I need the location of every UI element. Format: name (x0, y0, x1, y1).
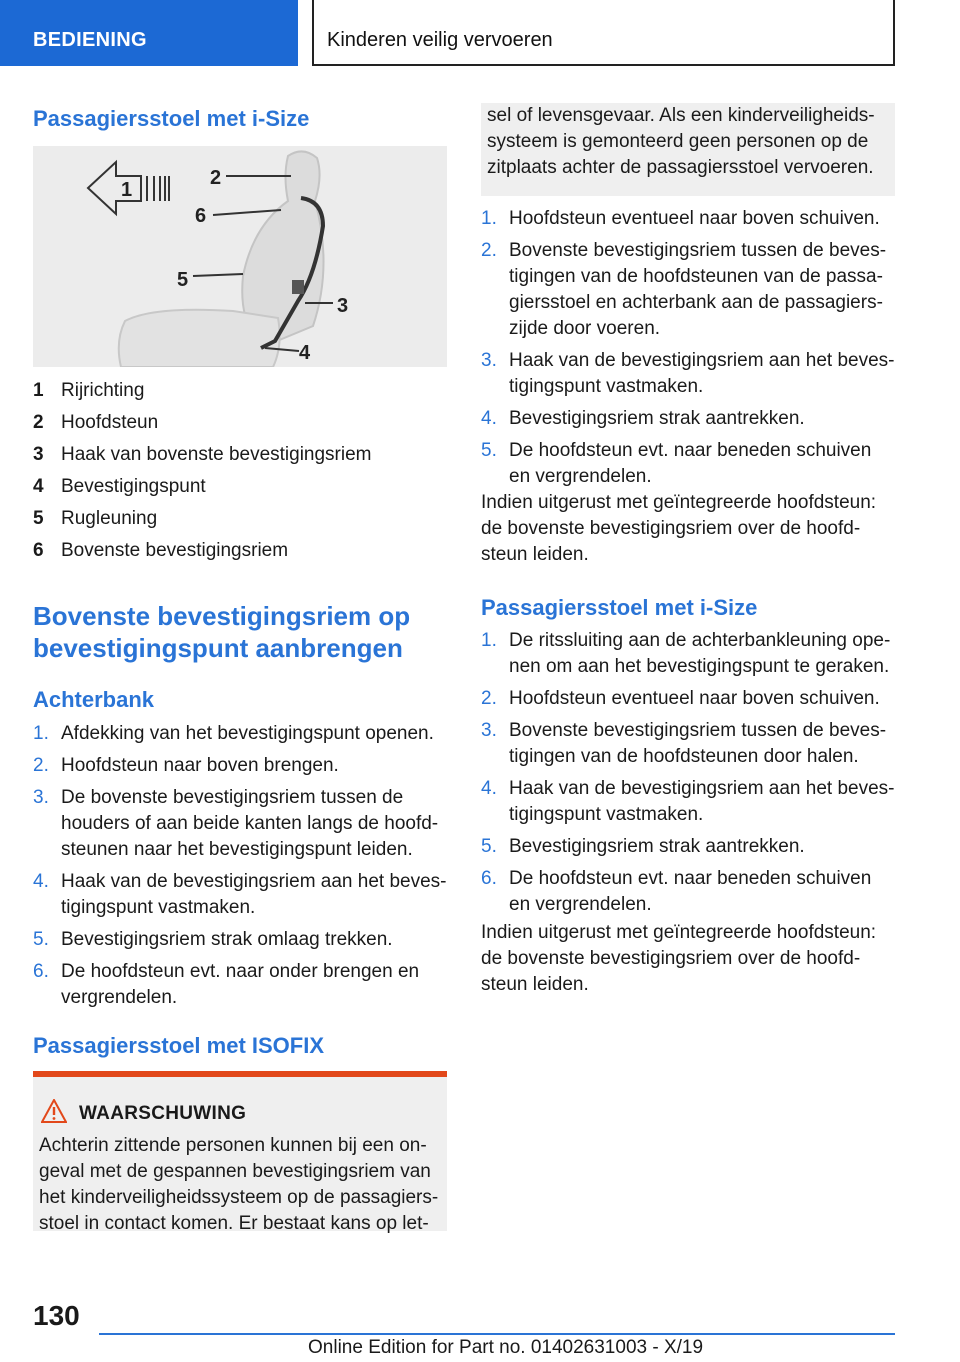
legend-item: 2 Hoofdsteun (33, 412, 159, 433)
list-item: 4. Haak van de bevestigingsriem aan het beves-tigingspunt vastmaken. (481, 778, 895, 825)
tether-hook (292, 280, 304, 294)
list-item: 5. Bevestigingsriem strak aantrekken. (481, 836, 805, 857)
footer-divider (99, 1333, 895, 1335)
list-item: 4. Bevestigingsriem strak aantrekken. (481, 408, 805, 429)
list-item: 3. De bovenste bevestigingsriem tussen de houders of aan beide kanten langs de hoofd-steunen naar het bevestigingspunt leiden. (33, 787, 439, 860)
legend-item: 6 Bovenste bevestigingsriem (33, 540, 289, 561)
steps-achterbank (33, 721, 447, 1017)
note-integrated-headrest: Indien uitgerust met geïntegreerde hoofdsteun: de bovenste bevestigingsriem over de hoofd-steun leiden. (481, 492, 877, 565)
topic-title: Kinderen veilig vervoeren (312, 0, 895, 66)
list-item: 6. De hoofdsteun evt. naar onder brengen en vergrendelen. (33, 961, 420, 1008)
list-item: 4. Haak van de bevestigingsriem aan het beves-tigingspunt vastmaken. (33, 871, 447, 918)
section-heading-isize: Passagiersstoel met i-Size (33, 106, 310, 131)
seat-illustration (33, 146, 447, 367)
callout-4: 4 (299, 342, 311, 364)
callout-3: 3 (337, 295, 349, 317)
callout-5: 5 (177, 269, 189, 291)
steps-isofix (481, 206, 895, 496)
legend-item: 5 Rugleuning (33, 508, 158, 529)
steps-isize (481, 628, 895, 924)
list-item: 1. Hoofdsteun eventueel naar boven schuiven. (481, 208, 880, 229)
seat-cushion (119, 310, 280, 367)
figure-legend (33, 378, 447, 570)
list-item: 2. Bovenste bevestigingsriem tussen de beves-tigingen van de hoofdsteunen van de passa-giersstoel en achterbank aan de passagiers-zijde door voeren. (481, 240, 887, 339)
page-header (0, 0, 960, 66)
section-heading-isize-2: Passagiersstoel met i-Size (481, 595, 758, 620)
section-tab: BEDIENING (0, 0, 298, 66)
list-item: 1. De ritssluiting aan de achterbankleuning ope-nen om aan het bevestigingspunt te geraken. (481, 630, 891, 677)
list-item: 1. Afdekking van het bevestigingspunt openen. (33, 723, 434, 744)
legend-item: 3 Haak van bovenste bevestigingsriem (33, 444, 372, 465)
edition-text: Online Edition for Part no. 01402631003 - X/19 (308, 1337, 704, 1358)
legend-item: 4 Bevestigingspunt (33, 476, 206, 497)
warning-title: WAARSCHUWING (79, 1103, 247, 1124)
list-item: 3. Bovenste bevestigingsriem tussen de beves-tigingen van de hoofdsteunen door halen. (481, 720, 887, 767)
warning-continuation: sel of levensgevaar. Als een kinderveiligheids-systeem is gemonteerd geen personen op de zitplaats achter de passagiersstoel vervoeren. (481, 103, 895, 196)
main-heading: Bovenste bevestigingsriem op bevestigingspunt aanbrengen (33, 601, 411, 663)
warning-text: Achterin zittende personen kunnen bij een on-geval met de gespannen bevestigingsriem van het kinderveiligheidssysteem op de passagiers-stoel in contact komen. Er bestaat kans op let- (39, 1135, 439, 1234)
list-item: 2. Hoofdsteun eventueel naar boven schuiven. (481, 688, 880, 709)
list-item: 3. Haak van de bevestigingsriem aan het beves-tigingspunt vastmaken. (481, 350, 895, 397)
list-item: 5. De hoofdsteun evt. naar beneden schuiven en vergrendelen. (481, 440, 872, 487)
callout-1: 1 (121, 179, 133, 201)
note-integrated-headrest-2: Indien uitgerust met geïntegreerde hoofdsteun: de bovenste bevestigingsriem over de hoofd-steun leiden. (481, 922, 877, 995)
callout-2: 2 (210, 167, 222, 189)
seat-diagram (33, 146, 447, 367)
sub-heading-achterbank: Achterbank (33, 687, 155, 712)
list-item: 5. Bevestigingsriem strak omlaag trekken. (33, 929, 393, 950)
warning-triangle-icon (41, 1099, 67, 1123)
page-number: 130 (33, 1300, 80, 1331)
list-item: 2. Hoofdsteun naar boven brengen. (33, 755, 339, 776)
section-heading-isofix: Passagiersstoel met ISOFIX (33, 1033, 325, 1058)
list-item: 6. De hoofdsteun evt. naar beneden schuiven en vergrendelen. (481, 868, 872, 915)
warning-box (33, 1071, 447, 1234)
callout-6: 6 (195, 205, 207, 227)
legend-item: 1 Rijrichting (33, 380, 145, 401)
